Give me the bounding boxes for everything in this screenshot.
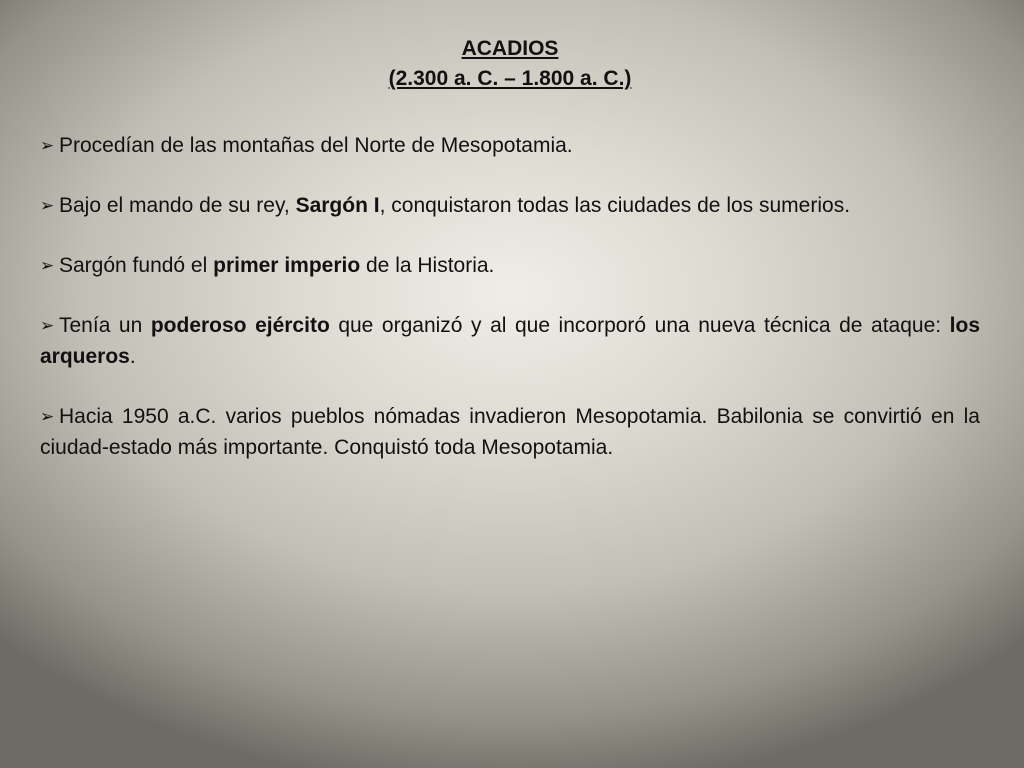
- bullet-text: Procedían de las montañas del Norte de Mesopotamia.: [59, 134, 573, 157]
- bullet-item-5: [40, 401, 980, 463]
- arrow-bullet-icon: ➢: [40, 407, 55, 426]
- slide-title: ACADIOS: [461, 37, 559, 60]
- bullet-bold-text: los arqueros: [40, 314, 980, 368]
- bullet-item-2: [40, 190, 980, 221]
- arrow-bullet-icon: ➢: [40, 196, 55, 215]
- bullet-text: Sargón fundó el: [59, 254, 214, 277]
- bullet-text: Hacia 1950 a.C. varios pueblos nómadas invadieron Mesopotamia. Babilonia se convirtió en la ciudad-estado más importante. Conquistó toda Mesopotamia.: [40, 405, 980, 459]
- bullet-text: Bajo el mando de su rey,: [59, 194, 296, 217]
- bullet-text: Tenía un: [59, 314, 151, 337]
- bullet-text: , conquistaron todas las ciudades de los sumerios.: [379, 194, 851, 217]
- bullet-text: .: [129, 345, 136, 368]
- slide-subtitle: (2.300 a. C. – 1.800 a. C.): [388, 67, 632, 90]
- slide-content: [40, 34, 980, 463]
- arrow-bullet-icon: ➢: [40, 136, 55, 155]
- bullet-bold-text: Sargón I: [295, 194, 380, 217]
- bullet-item-3: [40, 250, 980, 281]
- arrow-bullet-icon: ➢: [40, 316, 55, 335]
- bullet-text: que organizó y al que incorporó una nueva técnica de ataque:: [329, 314, 950, 337]
- bullet-bold-text: poderoso ejército: [150, 314, 330, 337]
- bullet-item-4: [40, 310, 980, 372]
- bullet-text: de la Historia.: [360, 254, 495, 277]
- arrow-bullet-icon: ➢: [40, 256, 55, 275]
- bullet-bold-text: primer imperio: [213, 254, 361, 277]
- bullet-item-1: [40, 130, 980, 161]
